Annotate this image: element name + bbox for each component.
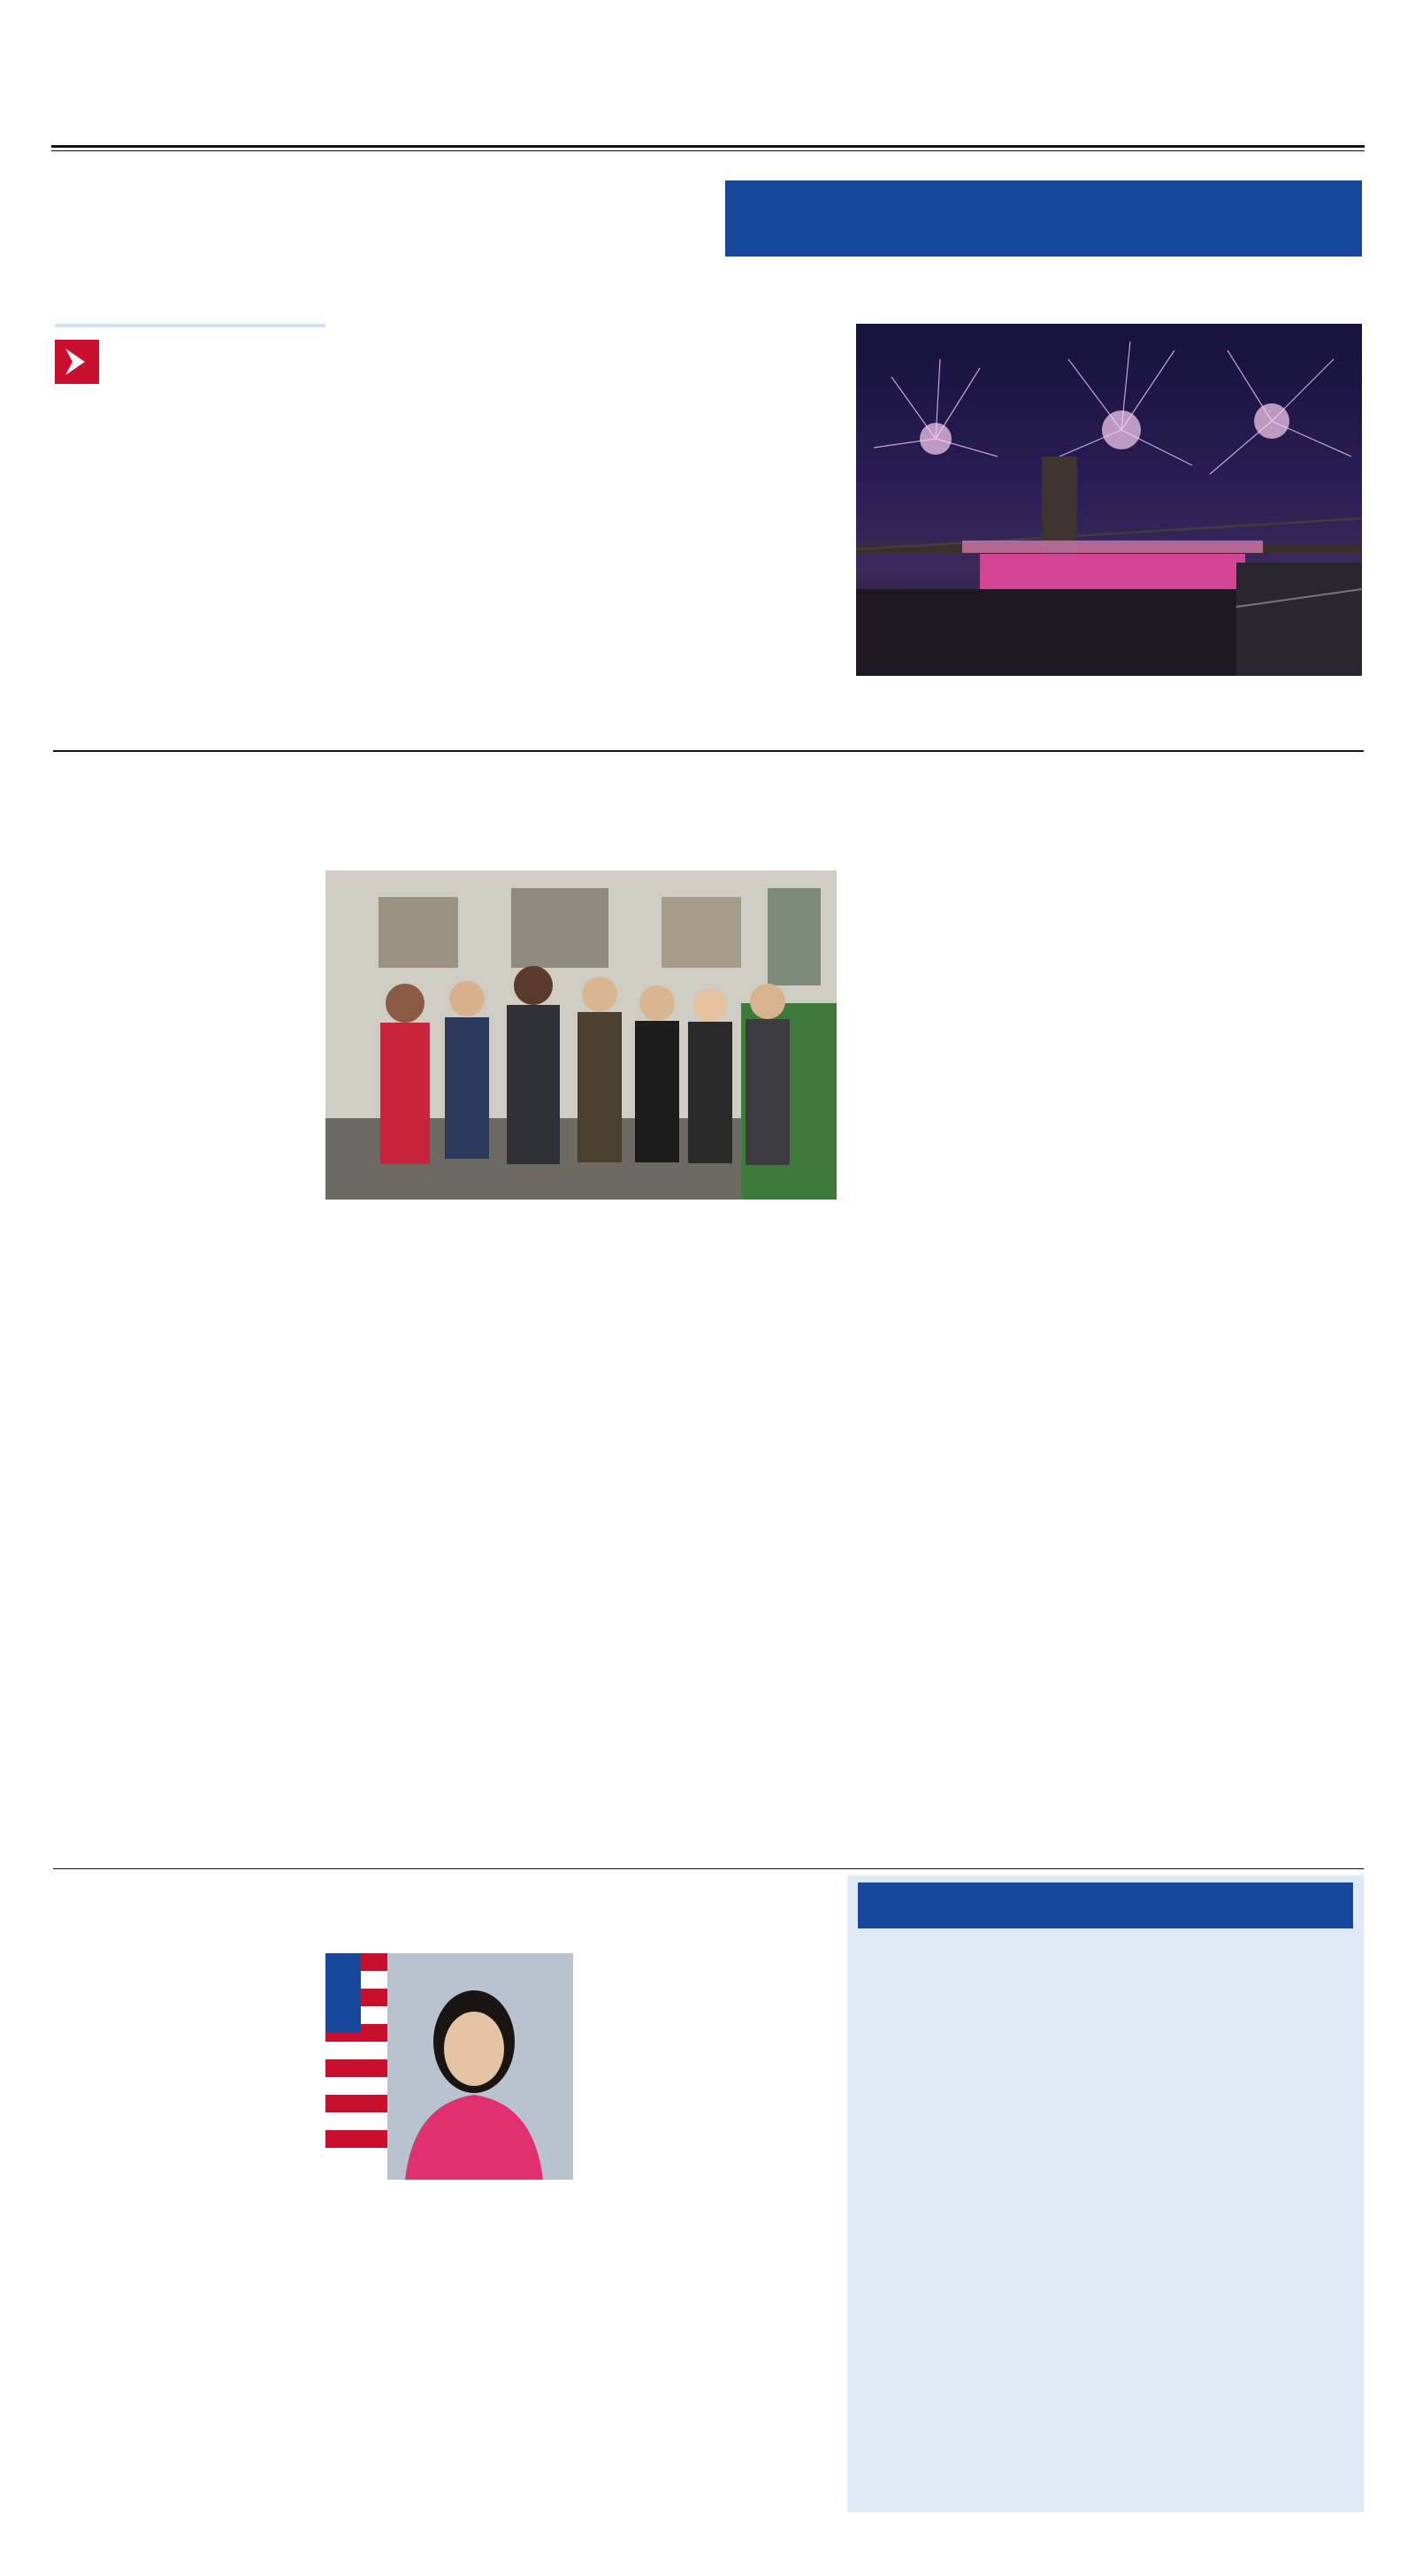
a2-col4 [853,863,1105,1851]
a2-col1 [55,863,304,1854]
group-photo-illustration [325,870,837,1200]
a2-col3 [587,1270,837,1851]
a2-col1-text [55,863,304,1854]
fireworks-illustration [856,324,1362,676]
a4-col2 [1113,1943,1353,2500]
a3-col2 [325,2339,573,2507]
a4-col1 [858,1943,1097,2473]
portrait-illustration [325,1953,573,2180]
a1-lead-marker-icon [55,340,99,384]
a2-group-photo [325,870,837,1200]
bridge-tower [1042,456,1077,554]
us-flag [325,1953,387,2180]
a1-col1 [55,324,325,508]
a2-col2 [325,1281,573,1851]
dateline [1344,99,1362,119]
a4-col1-text [858,1943,1097,2473]
masthead-rule [51,145,1365,151]
a3-col3 [587,1950,831,2507]
a2-col5 [1120,863,1364,1851]
a1-byline [55,324,325,327]
divider-2 [53,1868,1364,1869]
divider-1 [53,750,1364,752]
a1-col3 [598,320,835,724]
a3-col1 [55,1950,304,2498]
a3-col1-text [55,1950,304,2498]
a1-p1-wrap [106,338,325,508]
a1-fireworks-photo [856,324,1362,676]
a4-headline [858,1882,1353,1928]
a1-deck [725,180,1362,257]
a3-portrait-photo [325,1953,573,2180]
a1-col2 [347,320,584,724]
